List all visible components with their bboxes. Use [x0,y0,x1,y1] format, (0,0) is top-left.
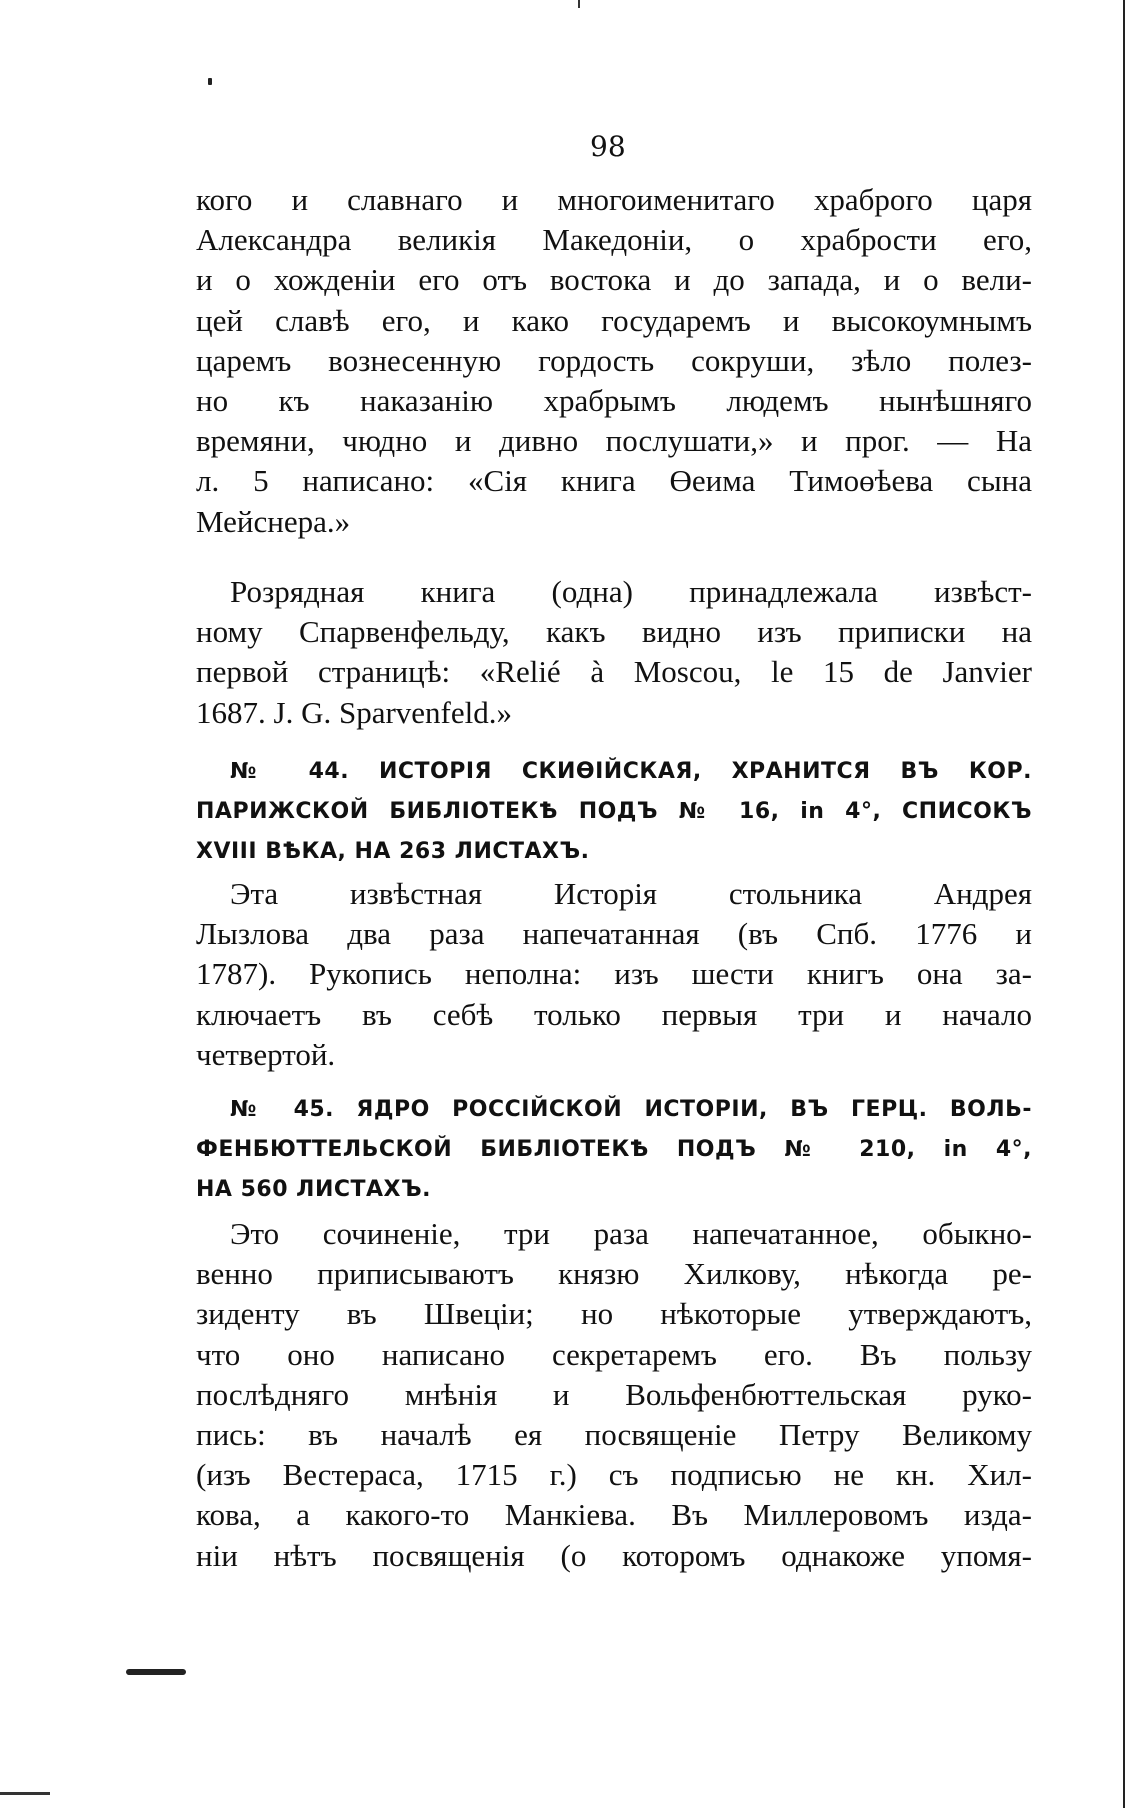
catalogue-entry-44 [196,752,1032,873]
text-line: кова, а какого-то Манкіева. Въ Миллеровомъ изда- [196,1497,1032,1533]
paragraph-2 [196,572,1032,733]
paragraph-1 [196,180,1032,542]
text-line: (изъ Вестераса, 1715 г.) съ подписью не кн. Хил- [196,1457,1032,1493]
text-line: НА 560 ЛИСТАХЪ. [196,1177,432,1203]
page-edge-mark [578,0,580,8]
text-line: и о хожденіи его отъ востока и до запада, и о вели- [196,262,1032,298]
text-line: но къ наказанію храбрымъ людемъ нынѣшняго [196,382,1032,418]
text-line: царемъ вознесенную гордость сокруши, зѣло полез- [196,342,1032,378]
ink-dash [126,1669,186,1675]
ink-mark [208,78,212,85]
text-line: 1687. J. G. Sparvenfeld.» [196,694,512,730]
text-line: венно приписываютъ князю Хилкову, нѣкогда ре- [196,1256,1032,1292]
scan-edge-mark [0,1792,50,1795]
text-line: Эта извѣстная Исторія стольника Андрея [230,876,1032,911]
text-line: времяни, чюдно и дивно послушати,» и прог. — На [196,423,1032,459]
text-line: ніи нѣтъ посвященія (о которомъ однакоже упомя- [196,1537,1032,1573]
text-line: кого и славнаго и многоименитаго храброго царя [196,182,1032,217]
text-line: л. 5 написано: «Сія книга Өеима Тимоөѣева сына [196,463,1032,499]
text-line: цей славѣ его, и како государемъ и высокоумнымъ [196,302,1032,338]
text-line: 1787). Рукопись неполна: изъ шести книгъ она за- [196,956,1032,992]
text-line: зиденту въ Швеціи; но нѣкоторые утверждаютъ, [196,1296,1032,1332]
text-line: первой страницѣ: «Relié à Moscou, le 15 de Janvier [196,654,1032,690]
page-number: 98 [590,130,626,163]
text-line: ПАРИЖСКОЙ БИБЛІОТЕКѢ ПОДЪ № 16, in 4°, СПИСОКЪ [196,799,1032,825]
page-edge [1123,0,1125,1808]
text-line: Александра великія Македоніи, о храбрости его, [196,222,1032,258]
text-line: Это сочиненіе, три раза напечатанное, обыкно- [230,1216,1032,1251]
text-line: четвертой. [196,1036,336,1072]
text-line: пись: въ началѣ ея посвященіе Петру Великому [196,1416,1032,1452]
text-line: ключаетъ въ себѣ только первыя три и начало [196,996,1032,1032]
catalogue-entry-45 [196,1090,1032,1211]
text-line: ному Спарвенфельду, какъ видно изъ приписки на [196,614,1032,650]
text-line: № 44. ИСТОРІЯ СКИӨІЙСКАЯ, ХРАНИТСЯ ВЪ КОР. [230,759,1032,784]
paragraph-6 [196,1214,1032,1576]
paragraph-4 [196,874,1032,1075]
text-line: XVIII ВѢКА, НА 263 ЛИСТАХЪ. [196,839,590,865]
text-line: Лызлова два раза напечатанная (въ Спб. 1776 и [196,916,1032,952]
text-line: Мейснера.» [196,503,351,539]
text-line: что оно написано секретаремъ его. Въ пользу [196,1336,1032,1372]
text-line: № 45. ЯДРО РОССІЙСКОЙ ИСТОРІИ, ВЪ ГЕРЦ. ВОЛЬ- [230,1097,1032,1122]
text-line: послѣдняго мнѣнія и Вольфенбюттельская руко- [196,1376,1032,1412]
text-line: Розрядная книга (одна) принадлежала извѣст- [230,574,1032,609]
text-line: ФЕНБЮТТЕЛЬСКОЙ БИБЛІОТЕКѢ ПОДЪ № 210, in 4°, [196,1137,1032,1163]
